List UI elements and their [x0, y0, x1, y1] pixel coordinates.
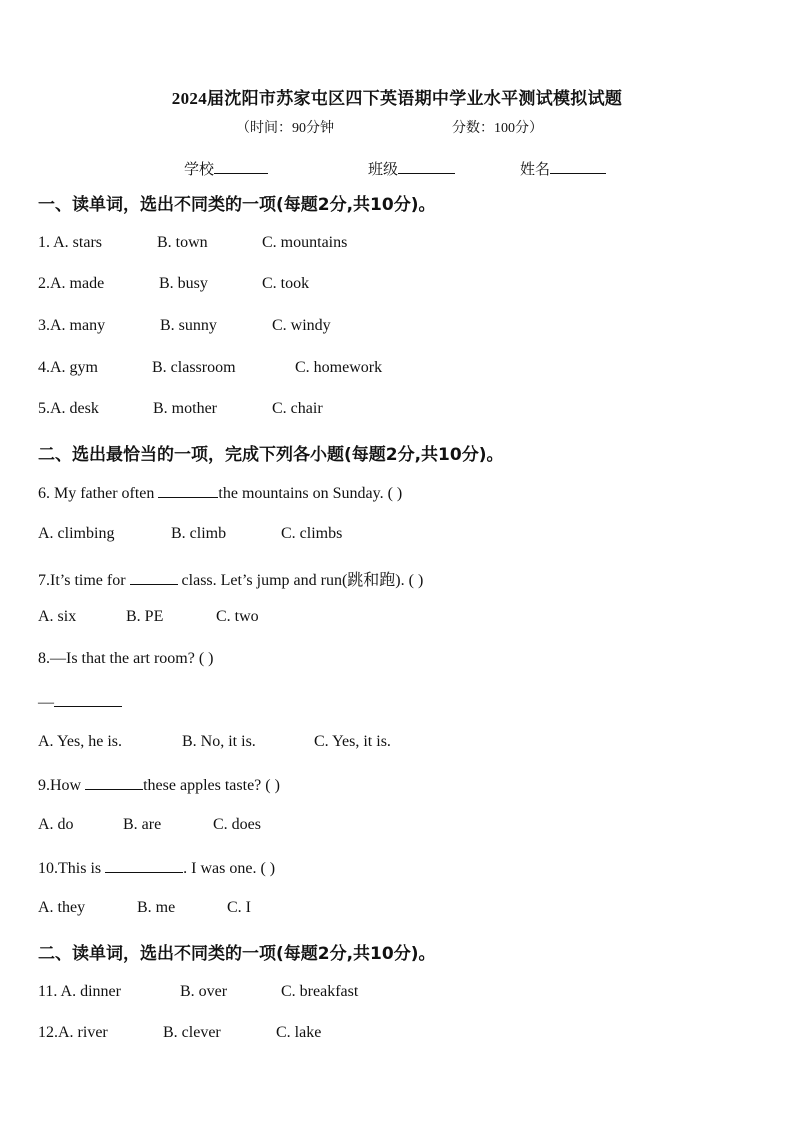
question-6-c: C. climbs [281, 525, 343, 542]
question-10-b: B. me [137, 899, 176, 916]
name-field [520, 158, 606, 179]
question-1-a: 1. A. stars [38, 234, 102, 251]
question-6-a: A. climbing [38, 525, 115, 542]
question-7-b: B. PE [126, 608, 164, 625]
exam-time: （时间：90分钟 [236, 121, 334, 136]
question-9-b: B. are [123, 816, 162, 833]
question-12-b: B. clever [163, 1024, 221, 1041]
question-8-a: A. Yes, he is. [38, 733, 123, 750]
question-3-b: B. sunny [160, 317, 217, 334]
question-5-c: C. chair [272, 400, 323, 417]
question-3-c: C. windy [272, 317, 331, 334]
name-label: 姓名 [520, 162, 551, 178]
question-8-b: B. No, it is. [182, 733, 256, 750]
section-heading: 二、选出最恰当的一项，完成下列各小题(每题2分,共10分)。 [38, 445, 504, 465]
school-field [184, 158, 268, 179]
question-2-a: 2.A. made [38, 275, 105, 292]
question-2-c: C. took [262, 275, 310, 292]
question-5-a: 5.A. desk [38, 400, 99, 417]
question-10: 10.This is . I was one. ( ) [38, 860, 276, 877]
page-title: 2024届沈阳市苏家屯区四下英语期中学业水平测试模拟试题 [171, 89, 623, 108]
question-8-answer-line: — [38, 692, 122, 712]
class-field [368, 158, 455, 179]
question-6: 6. My father often the mountains on Sunday. ( ) [38, 485, 403, 502]
question-9-a: A. do [38, 816, 74, 833]
question-11-c: C. breakfast [281, 983, 359, 1000]
question-8-c: C. Yes, it is. [314, 733, 391, 750]
question-1-b: B. town [157, 234, 208, 251]
question-4-b: B. classroom [152, 359, 236, 376]
section-heading: 二、读单词，选出不同类的一项(每题2分,共10分)。 [38, 944, 436, 964]
question-3-a: 3.A. many [38, 317, 106, 334]
question-10-c: C. I [227, 899, 251, 916]
question-4-a: 4.A. gym [38, 359, 98, 376]
question-5-b: B. mother [153, 400, 217, 417]
question-7-a: A. six [38, 608, 77, 625]
question-8: 8.—Is that the art room? ( ) [38, 650, 214, 667]
section-heading: 一、读单词，选出不同类的一项(每题2分,共10分)。 [38, 195, 436, 215]
name-blank [550, 159, 606, 174]
answer-blank [158, 483, 218, 498]
question-1-c: C. mountains [262, 234, 348, 251]
question-9-c: C. does [213, 816, 261, 833]
question-7-c: C. two [216, 608, 259, 625]
school-blank [214, 159, 268, 174]
question-4-c: C. homework [295, 359, 383, 376]
answer-blank [85, 775, 143, 790]
class-blank [398, 159, 455, 174]
exam-score: 分数：100分） [452, 121, 543, 136]
question-12-c: C. lake [276, 1024, 322, 1041]
question-11-b: B. over [180, 983, 228, 1000]
question-6-b: B. climb [171, 525, 227, 542]
class-label: 班级 [368, 162, 399, 178]
question-12-a: 12.A. river [38, 1024, 108, 1041]
question-11-a: 11. A. dinner [38, 983, 121, 1000]
school-label: 学校 [184, 162, 215, 178]
answer-blank [54, 692, 122, 707]
question-7: 7.It’s time for class. Let’s jump and run(跳和跑). ( ) [38, 572, 424, 589]
answer-blank [130, 570, 178, 585]
question-9: 9.How these apples taste? ( ) [38, 777, 280, 794]
answer-blank [105, 858, 183, 873]
question-2-b: B. busy [159, 275, 208, 292]
question-10-a: A. they [38, 899, 86, 916]
